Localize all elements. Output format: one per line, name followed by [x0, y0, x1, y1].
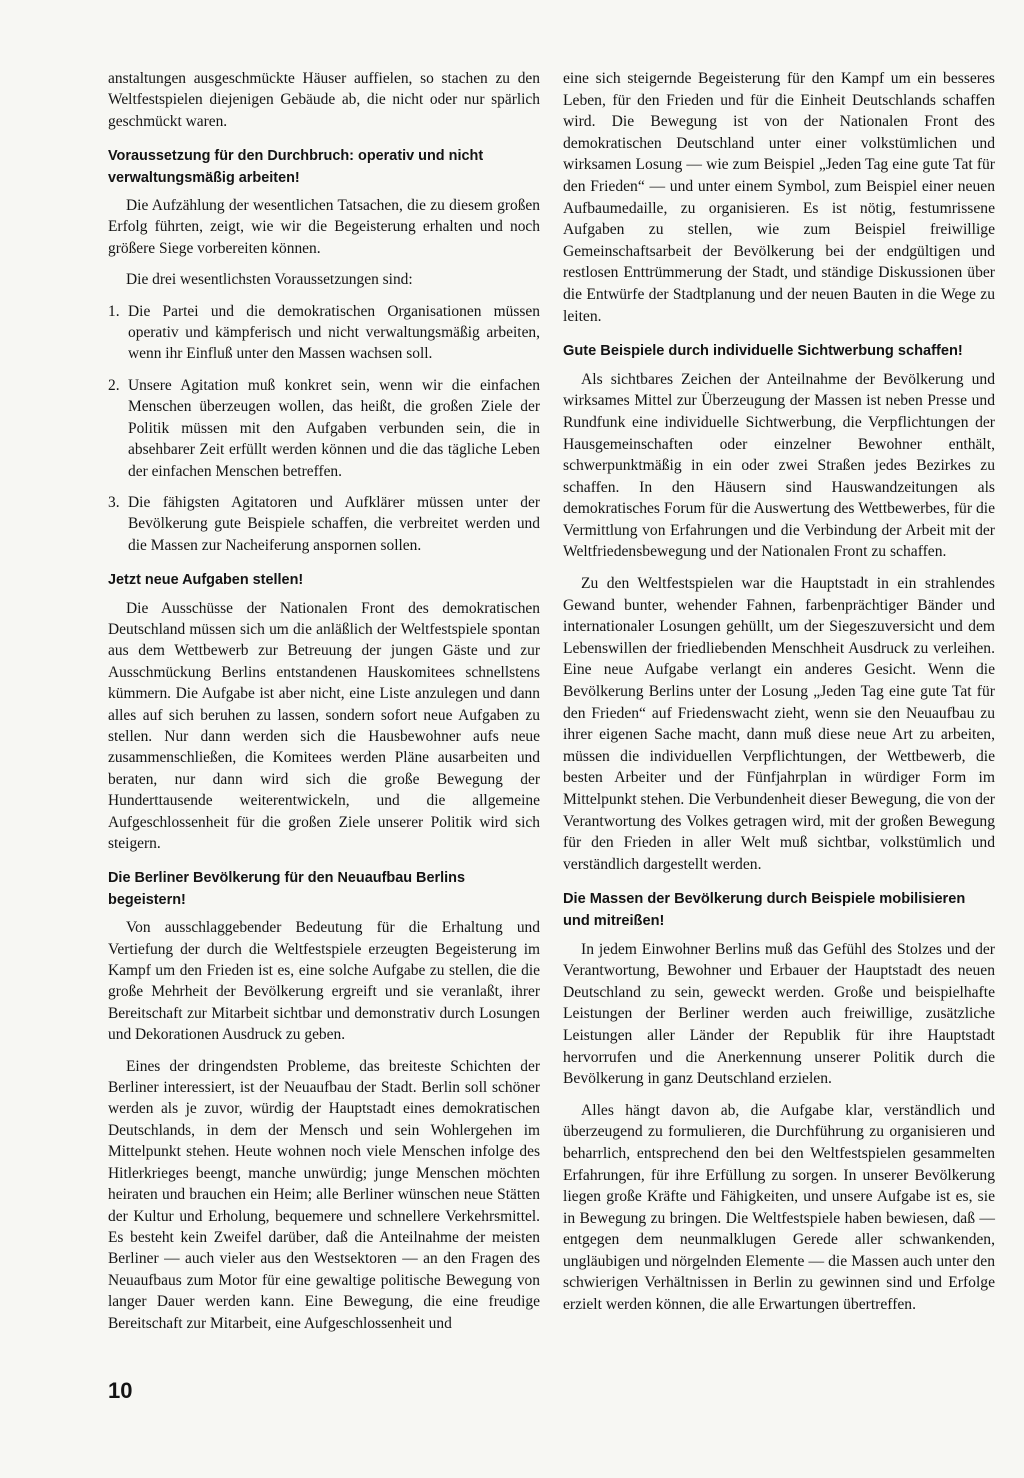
paragraph: Die Aufzählung der wesentlichen Tatsachen, die zu diesem großen Erfolg führten, zeigt, wie wir die Begeisterung erhalten und noch größere Siege vorbereiten können. — [108, 197, 540, 257]
section-heading: Voraussetzung für den Durchbruch: operativ und nicht verwaltungsmäßig arbeiten! — [108, 148, 484, 186]
paragraph: eine sich steigernde Begeisterung für den Kampf um ein besseres Leben, für den Frieden und für die Einheit Deutschlands schaffen wird. Die Bewegung ist von der Nationalen Front des demokratischen Deutschland unter einer volkstümlichen und wirksamen Losung — wie zum Beispiel „Jeden Tag eine gute Tat für den Frieden“ — und unter einem Symbol, zum Beispiel einer neuen Aufbaumedaille, zu organisieren. Es ist nötig, festumrissene Aufgaben zu stellen, wie zum Beispiel freiwillige Gemeinschaftsarbeit der Bevölkerung bei der endgültigen und restlosen Enttrümmerung der Stadt, und ständige Diskussionen über die Entwürfe der Stadtplanung und der neuen Bauten in die Wege zu leiten. — [563, 70, 995, 325]
section-heading: Die Massen der Bevölkerung durch Beispiele mobilisieren und mitreißen! — [563, 891, 966, 929]
paragraph: Eines der dringendsten Probleme, das breiteste Schichten der Berliner interessiert, ist der Neuaufbau der Stadt. Berlin soll schöner werden als je zuvor, würdig der Hauptstadt eines demokratischen Deutschlands, in dem der Mensch und sein Wohlergehen im Mittelpunkt stehen. Heute wohnen noch viele Menschen infolge des Hitlerkrieges beengt, manche unwürdig; junge Menschen möchten heiraten und brauchen ein Heim; alle Berliner wünschen neue Stätten der Kultur und Erholung, bequemere und schnellere Verkehrsmittel. Es besteht kein Zweifel darüber, daß die Anteilnahme der meisten Berliner — auch vieler aus den Westsektoren — an den Fragen des Neuaufbaus zum Motor für eine gewaltige politische Bewegung von langer Dauer werden kann. Eine Bewegung, die eine freudige Bereitschaft zur Mitarbeit, eine Aufgeschlossenheit und — [108, 1057, 540, 1332]
paragraph: In jedem Einwohner Berlins muß das Gefühl des Stolzes und der Verantwortung, Bewohner und Erbauer der Hauptstadt des neuen Deutschland zu sein, geweckt werden. Große und beispielhafte Leistungen der Berliner werden auch freiwillige, zusätzliche Leistungen aller Länder der Republik für ihre Hauptstadt hervorrufen und die Anerkennung unserer Politik durch die Bevölkerung in ganz Deutschland erzielen. — [563, 940, 995, 1088]
page-number: 10 — [108, 1378, 133, 1403]
list-item — [108, 375, 540, 482]
list-item-text: Die Partei und die demokratischen Organisationen müssen operativ und kämpferisch und nicht verwaltungsmäßig arbeiten, wenn ihr Einfluß unter den Massen wachsen soll. — [128, 302, 540, 363]
section-heading: Jetzt neue Aufgaben stellen! — [108, 572, 304, 589]
list-item — [108, 301, 540, 365]
list-number: 3. — [108, 493, 120, 511]
paragraph: Die Ausschüsse der Nationalen Front des demokratischen Deutschland müssen sich um die anläßlich der Weltfestspiele spontan aus dem Wettbewerb zur Betreuung der jungen Gäste und zur Ausschmückung Berlins entstandenen Hauskomitees schnellstens kümmern. Die Aufgabe ist aber nicht, eine Liste anzulegen und dann alles auf sich beruhen zu lassen, sondern sofort neue Aufgaben zu stellen. Nur dann werden sich die Hausbewohner aufs neue zusammenschließen, die Komitees werden Pläne ausarbeiten und beraten, nur dann wird sich die große Bewegung der Hunderttausende weiterentwickeln, und die allgemeine Aufgeschlossenheit für die großen Ziele unserer Politik wird sich steigern. — [108, 599, 540, 852]
list-number: 2. — [108, 376, 120, 394]
list-number: 1. — [108, 302, 120, 320]
paragraph: anstaltungen ausgeschmückte Häuser auffielen, so stachen zu den Weltfestspielen diejenigen Gebäude ab, die nicht oder nur spärlich geschmückt waren. — [108, 70, 540, 130]
right-column — [563, 68, 995, 1326]
list-item-text: Die fähigsten Agitatoren und Aufklärer müssen unter der Bevölkerung gute Beispiele schaffen, die verbreitet werden und die Massen zur Nacheiferung anspornen sollen. — [128, 493, 540, 554]
paragraph: Zu den Weltfestspielen war die Hauptstadt in ein strahlendes Gewand bunter, wehender Fahnen, farbenprächtiger Bänder und internationaler Losungen gehüllt, um der Siegeszuversicht und dem Lebenswillen der friedliebenden Menschheit Ausdruck zu verleihen. Eine neue Aufgabe verlangt ein anderes Gesicht. Wenn die Bevölkerung Berlins unter der Losung „Jeden Tag eine gute Tat für den Frieden“ auf Friedenswacht zieht, wenn sie den Neuaufbau zu ihrer eigenen Sache macht, dann muß diese neue Art zu arbeiten, müssen die individuellen Verpflichtungen, der Wettbewerb, die besten Arbeiter und der Fünfjahrplan in würdiger Form im Mittelpunkt stehen. Die Verbundenheit dieser Bewegung, die von der Verantwortung des Volkes getragen wird, mit der großen Bewegung für den Frieden in aller Welt muß sichtbar, volkstümlich und verständlich dargestellt werden. — [563, 575, 995, 873]
paragraph: Die drei wesentlichsten Voraussetzungen sind: — [126, 271, 413, 289]
left-column — [108, 68, 540, 1344]
list-item-text: Unsere Agitation muß konkret sein, wenn wir die einfachen Menschen überzeugen wollen, das heißt, die großen Ziele der Politik müssen mit den Aufgaben verbunden sein, die in absehbarer Zeit erfüllt werden können und die das tägliche Leben der einfachen Menschen betreffen. — [128, 376, 540, 480]
list-item — [108, 492, 540, 556]
paragraph: Alles hängt davon ab, die Aufgabe klar, verständlich und überzeugend zu formulieren, die Durchführung zu organisieren und beharrlich, entsprechend den bei den Weltfestspielen gesammelten Erfahrungen, für ihre Erfüllung zu sorgen. In unserer Bevölkerung liegen große Kräfte und Fähigkeiten, und unsere Aufgabe ist es, sie in Bewegung zu bringen. Die Weltfestspiele haben bewiesen, daß — entgegen dem neunmalklugen Gerede aller schwankenden, ungläubigen und nörgelnden Elemente — die Massen auch unter den schwierigen Verhältnissen in Berlin zu gewinnen sind und Erfolge erzielt werden können, die alle Erwartungen übertreffen. — [563, 1101, 995, 1314]
section-heading: Gute Beispiele durch individuelle Sichtwerbung schaffen! — [563, 343, 963, 360]
paragraph: Als sichtbares Zeichen der Anteilnahme der Bevölkerung und wirksames Mittel zur Überzeugung der Massen ist neben Presse und Rundfunk eine individuelle Sichtwerbung, die Verpflichtungen der Hausgemeinschaften oder einzelner Bewohner enthält, schwerpunktmäßig in ein oder zwei Straßen jedes Bezirkes zu schaffen. In den Häusern sind Hauswandzeitungen als demokratisches Forum für die Auswertung des Wettbewerbes, für die Vermittlung von Erfahrungen und die Verbindung der Arbeit mit der Weltfriedensbewegung und der Nationalen Front zu schaffen. — [563, 370, 995, 561]
section-heading: Die Berliner Bevölkerung für den Neuaufbau Berlins begeistern! — [108, 870, 466, 908]
paragraph: Von ausschlaggebender Bedeutung für die Erhaltung und Vertiefung der durch die Weltfestspiele erzeugten Begeisterung im Kampf um den Frieden ist es, eine solche Aufgabe zu stellen, die die große Mehrheit der Bevölkerung ergreift und sie veranlaßt, ihrer Bereitschaft zur Mitarbeit sichtbar und demonstrativ durch Losungen und Dekorationen Ausdruck zu geben. — [108, 919, 540, 1044]
numbered-list — [108, 301, 540, 556]
